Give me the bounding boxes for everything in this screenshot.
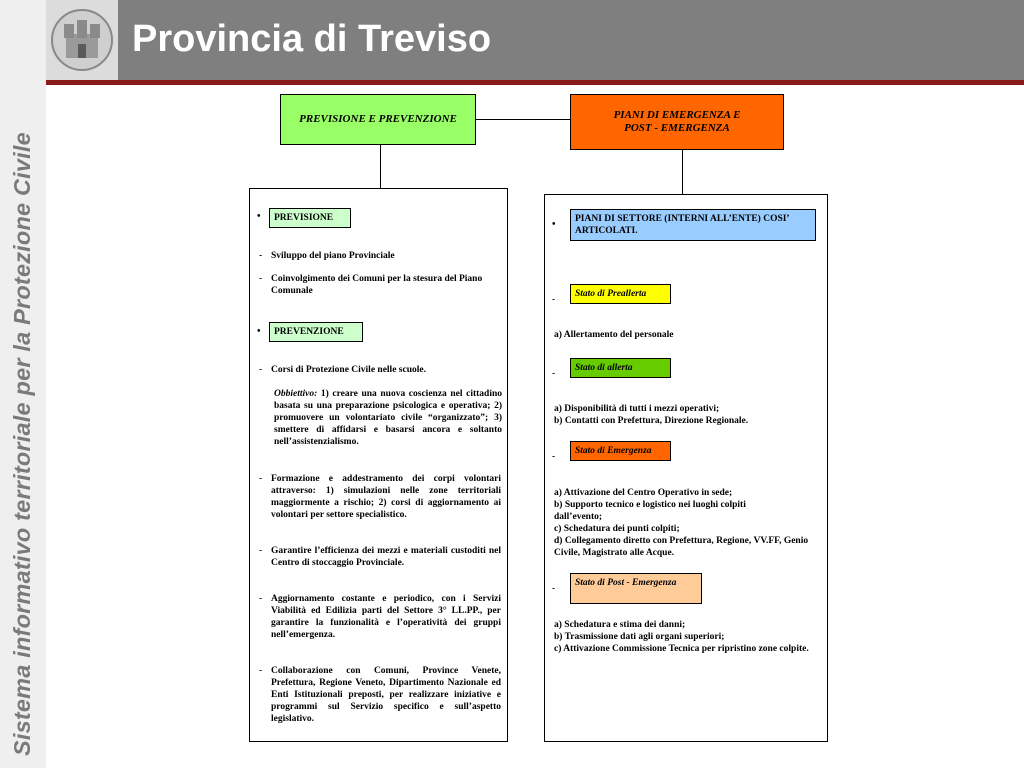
preallerta-tag: Stato di Preallerta (570, 284, 671, 304)
sidebar-vertical-text: Sistema informativo territoriale per la Protezione Civile (9, 132, 35, 756)
obiettivo-block (274, 388, 502, 448)
piani-settore-tag: PIANI DI SETTORE (INTERNI ALL’ENTE) COSI’ ARTICOLATI. (570, 209, 816, 241)
emergenza-item: c) Schedatura dei punti colpiti; (554, 524, 680, 534)
allerta-tag: Stato di allerta (570, 358, 671, 378)
prev-item: Sviluppo del piano Provinciale (271, 251, 395, 261)
previsione-prevenzione-label: PREVISIONE E PREVENZIONE (299, 113, 457, 125)
piani-emergenza-box (570, 94, 784, 150)
left-panel: • PREVISIONE - Sviluppo del piano Provinciale - Coinvolgimento dei Comuni per la stesura del Piano Comunale • PREVENZIONE - Corsi di Protezione Civile nelle scuole. Obbiettivo: 1) creare una nuova coscienza nel cittadino basata su una preparazione psicologica e operativa; 2) promuovere un volontariato civile “organizzato”; 3) smettere di affidarsi e basarsi ancora e soltanto nell’assistenzialismo. - Formazione e addestramento dei corpi volontari attraverso: 1) simulazioni nelle zone territoriali maggiormente a rischio; 2) corsi di aggiornamento ai volontari per settore specialistico. - Garantire l’efficienza dei mezzi e materiali custoditi nel Centro di stoccaggio Provinciale. - Aggiornamento costante e periodico, con i Servizi Viabilità ed Edilizia parti del Settore 3° LL.PP., per garantire la funzionalità e l’operatività dei gruppi nell’emergenza. - Collaborazione con Comuni, Province Venete, Prefettura, Regione Veneto, Dipartimento Nazionale ed Enti Istituzionali preposti, per realizzare iniziative e programmi sul Servizio specifico e sull’aspetto legislativo. (249, 188, 508, 742)
right-panel: • PIANI DI SETTORE (INTERNI ALL’ENTE) COSI’ ARTICOLATI. - Stato di Preallerta a) Allertamento del personale - Stato di allerta a) Disponibilità di tutti i mezzi operativi; b) Contatti con Prefettura, Direzione Regionale. - Stato di Emergenza a) Attivazione del Centro Operativo in sede; b) Supporto tecnico e logistico nei luoghi colpiti dall’evento; c) Schedatura dei punti colpiti; d) Collegamento diretto con Prefettura, Regione, VV.FF, Genio Civile, Magistrato alle Acque. - Stato di Post - Emergenza a) Schedatura e stima dei danni; b) Trasmissione dati agli organi superiori; c) Attivazione Commissione Tecnica per ripristino zone colpite. (544, 194, 828, 742)
allerta-item: b) Contatti con Prefettura, Direzione Regionale. (554, 416, 749, 426)
right-connector (682, 150, 683, 194)
province-logo (46, 0, 118, 80)
accent-divider (46, 80, 1024, 85)
emergenza-item: a) Attivazione del Centro Operativo in sede; (554, 488, 733, 498)
prevenzione-tag: PREVENZIONE (269, 322, 363, 342)
prev-item: Coinvolgimento dei Comuni per la stesura del Piano Comunale (271, 274, 483, 296)
emergenza-tag: Stato di Emergenza (570, 441, 671, 461)
bullet-icon: • (257, 211, 261, 222)
bullet-icon: • (257, 326, 261, 337)
left-item: Collaborazione con Comuni, Province Venete, Prefettura, Regione Veneto, Dipartimento Nazionale ed Enti Istituzionali preposti, per realizzare iniziative e programmi sul Servizio specifico e sull’aspetto legislativo. (271, 666, 501, 724)
corsi-text: Corsi di Protezione Civile nelle scuole. (271, 365, 426, 375)
previsione-prevenzione-box (280, 94, 476, 145)
post-item: c) Attivazione Commissione Tecnica per ripristino zone colpite. (554, 644, 809, 654)
page-title: Provincia di Treviso (132, 18, 492, 60)
sidebar-band (0, 0, 46, 768)
post-item: b) Trasmissione dati agli organi superiori; (554, 632, 725, 642)
bullet-icon: • (552, 219, 556, 230)
obiettivo-label: Obbiettivo: (274, 389, 318, 399)
piani-emergenza-label-2: POST - EMERGENZA (624, 122, 730, 134)
left-connector (380, 145, 381, 188)
left-item: Formazione e addestramento dei corpi volontari attraverso: 1) simulazioni nelle zone territoriali maggiormente a rischio; 2) corsi di aggiornamento ai volontari per settore specialistico. (271, 474, 501, 520)
previsione-tag: PREVISIONE (269, 208, 351, 228)
emergenza-item: b) Supporto tecnico e logistico nei luoghi colpiti dall’evento; (554, 500, 746, 522)
allerta-item: a) Disponibilità di tutti i mezzi operativi; (554, 404, 720, 414)
header-connector (476, 119, 570, 120)
piani-emergenza-label-1: PIANI DI EMERGENZA E (613, 109, 741, 121)
preallerta-item: a) Allertamento del personale (554, 330, 674, 340)
castle-emblem-icon (46, 0, 118, 80)
left-item: Aggiornamento costante e periodico, con i Servizi Viabilità ed Edilizia parti del Settore 3° LL.PP., per garantire la funzionalità e l’operatività dei gruppi nell’emergenza. (271, 594, 501, 640)
left-item: Garantire l’efficienza dei mezzi e materiali custoditi nel Centro di stoccaggio Provinciale. (271, 546, 501, 568)
post-emergenza-tag: Stato di Post - Emergenza (570, 573, 702, 604)
obiettivo-text: 1) creare una nuova coscienza nel cittadino basata su una preparazione psicologica e operativa; 2) promuovere un volontariato civile “organizzato”; 3) smettere di affidarsi e basarsi ancora e soltanto nell’assistenzialismo. (274, 389, 503, 447)
emergenza-item: d) Collegamento diretto con Prefettura, Regione, VV.FF, Genio Civile, Magistrato alle Acque. (554, 536, 809, 558)
post-item: a) Schedatura e stima dei danni; (554, 620, 686, 630)
